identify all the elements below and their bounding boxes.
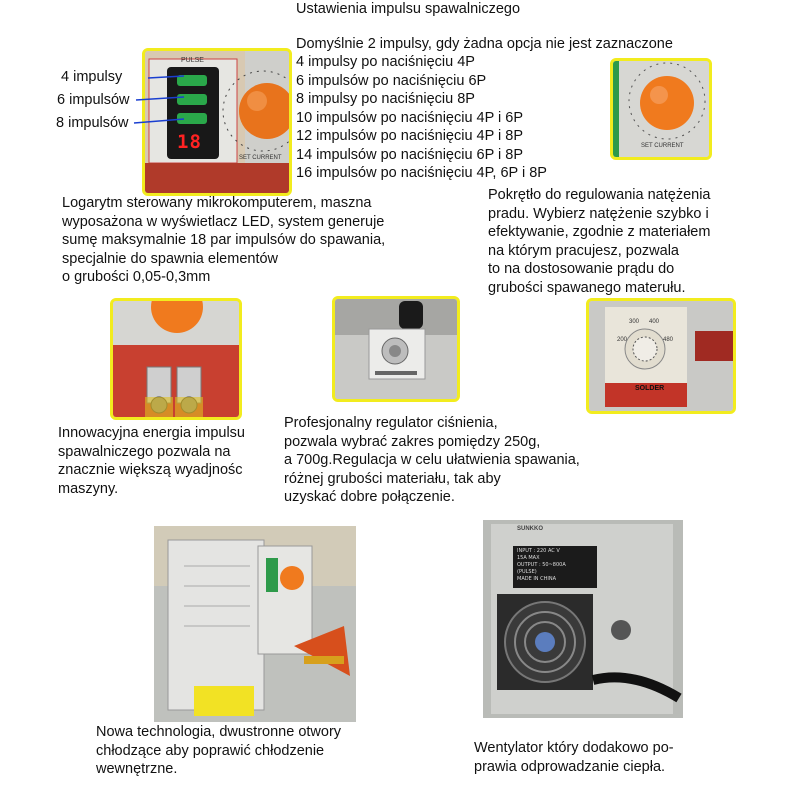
welding-terminals-photo: [110, 298, 242, 420]
pressure-regulator-photo: [332, 296, 460, 402]
caption-led: Logarytm sterowany mikrokomputerem, maszna wyposażona w wyświetlacz LED, system generuje sumę maksymalnie 18 par impulsów do spawania, specjalnie do spawnia elementów o grubości 0,05-0,3mm: [62, 195, 386, 285]
brand-label: SUNKKO: [517, 526, 544, 532]
pulse-label-6: 6 impulsów: [57, 92, 130, 108]
solder-label: SOLDER: [635, 385, 665, 392]
caption-fan: Wentylator który dodakowo po- prawia odprowadzanie ciepła.: [474, 740, 674, 775]
caption-cooling: Nowa technologia, dwustronne otwory chłodzące aby poprawić chłodzenie wewnętrzne.: [96, 724, 342, 777]
nameplate-line: INPUT : 220 AC V: [517, 548, 560, 554]
panel-title: PULSE: [181, 57, 204, 64]
machine-side-photo: [154, 526, 356, 722]
pulse-option: 4 impulsy po naciśnięciu 4P: [296, 54, 475, 70]
pulse-option: 6 impulsów po naciśnięciu 6P: [296, 72, 487, 89]
dial-mark: 400: [649, 319, 660, 325]
set-current-label: SET CURRENT: [641, 143, 684, 149]
pulse-option: 10 impulsów po naciśnięciu 4P i 6P: [296, 109, 524, 126]
pulse-led-display: 18: [177, 131, 202, 153]
pulse-option: 8 impulsy po naciśnięciu 8P: [296, 91, 475, 107]
pulse-label-8: 8 impulsów: [56, 115, 129, 131]
nameplate-line: MADE IN CHINA: [517, 576, 557, 582]
page-title: Ustawienia impulsu spawalniczego: [296, 1, 521, 17]
current-knob-photo: [610, 58, 712, 160]
pulse-option: 12 impulsów po naciśnięciu 4P i 8P: [296, 128, 524, 144]
pulse-option: 14 impulsów po naciśnięciu 6P i 8P: [296, 146, 524, 163]
nameplate: [517, 548, 566, 583]
dial-mark: 480: [663, 337, 674, 343]
nameplate-line: OUTPUT : 50~800A: [517, 562, 566, 568]
set-current-label: SET CURRENT: [239, 155, 282, 161]
machine-rear-photo: [483, 520, 683, 718]
pulse-option: 16 impulsów po naciśnięciu 4P, 6P i 8P: [296, 165, 547, 181]
pulse-label-arrows: [120, 70, 190, 130]
nameplate-line: 15A MAX: [517, 555, 540, 561]
pulse-options-list: [296, 53, 547, 183]
pulse-label-4: 4 impulsy: [61, 69, 123, 85]
caption-energy: Innowacyjna energia impulsu spawalniczego pozwala na znacznie większą wyadjnośc maszyny.: [58, 425, 245, 497]
caption-pressure: Profesjonalny regulator ciśnienia, pozwala wybrać zakres pomiędzy 250g, a 700g.Regulacja w celu ułatwienia spawania, różnej grubości materiału, tak aby uzyskać dobre połączenie.: [284, 415, 580, 505]
nameplate-line: (PULSE): [517, 569, 537, 575]
dial-mark: 200: [617, 337, 628, 343]
solder-dial-photo: [586, 298, 736, 414]
caption-knob: Pokrętło do regulowania natężenia pradu. Wybierz natężenie szybko i efektywanie, zgodnie z materiałem na którym pracujesz, pozwala to na dostosowanie prądu do grubości spawanego materułu.: [488, 187, 711, 296]
dial-mark: 300: [629, 319, 640, 325]
default-pulse-note: Domyślnie 2 impulsy, gdy żadna opcja nie jest zaznaczone: [296, 36, 673, 52]
